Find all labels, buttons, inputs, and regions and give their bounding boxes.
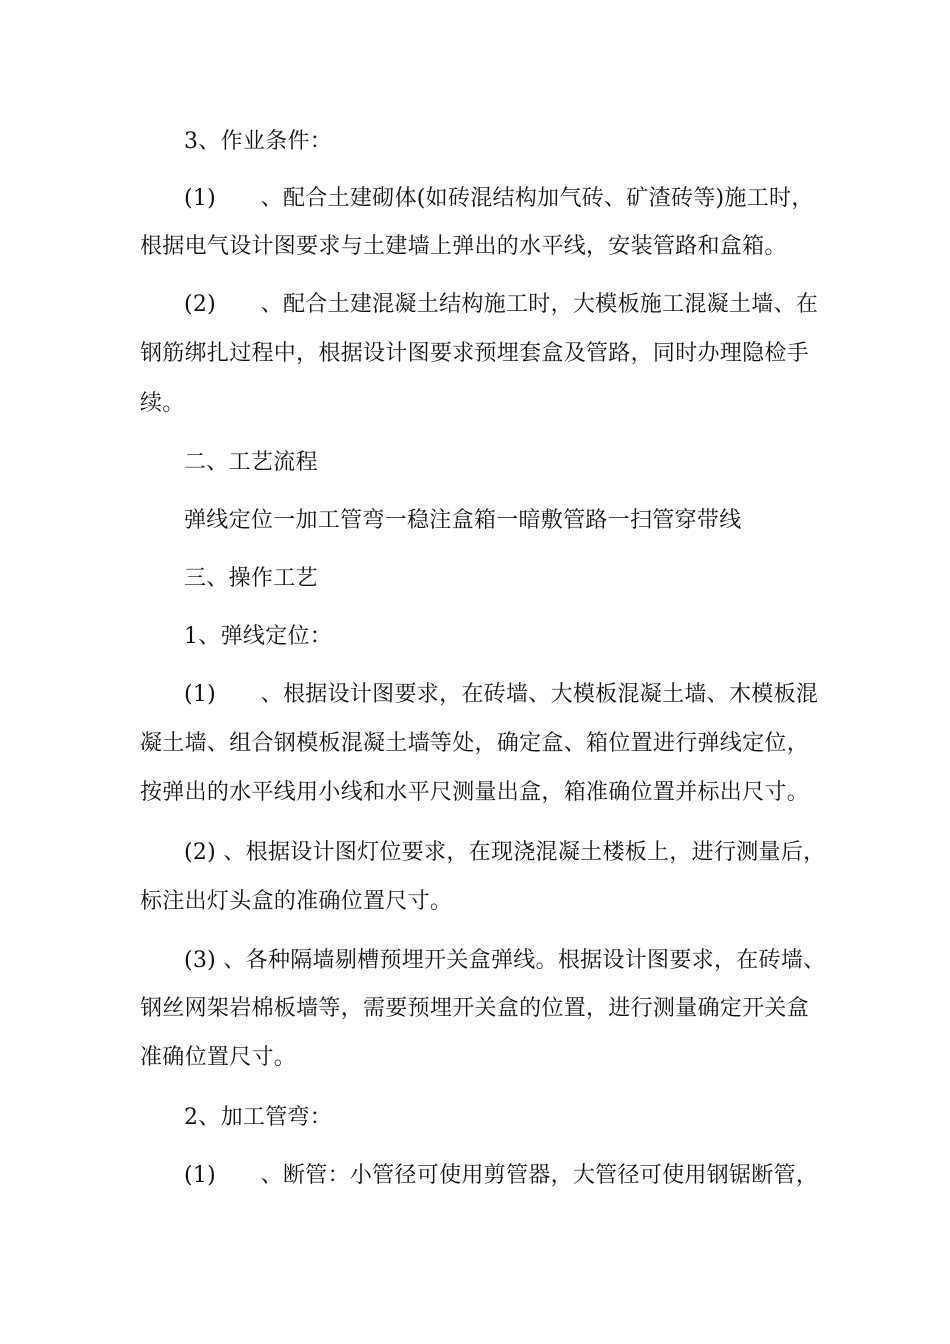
paragraph-line: 钢丝网架岩棉板墙等，需要预埋开关盒的位置，进行测量确定开关盒: [140, 996, 810, 1021]
paragraph-line: 弹线定位一加工管弯一稳注盒箱一暗敷管路一扫管穿带线: [184, 508, 742, 533]
paragraph-line: 根据电气设计图要求与土建墙上弹出的水平线，安装管路和盒箱。: [140, 234, 787, 259]
paragraph-line: (3) 、各种隔墙剔槽预埋开关盒弹线。根据设计图要求，在砖墙、: [184, 948, 826, 973]
paragraph-line: (1) 、断管：小管径可使用剪管器，大管径可使用钢锯断管，: [184, 1163, 819, 1188]
paragraph-line: 续。: [140, 391, 185, 416]
subsection-heading-marking: 1、弹线定位：: [184, 624, 333, 649]
subsection-heading-pipe-bending: 2、加工管弯：: [184, 1105, 333, 1130]
section-heading-operation: 三、操作工艺: [184, 566, 318, 591]
section-heading-work-conditions: 3、作业条件：: [184, 129, 333, 154]
paragraph-line: (2) 、配合土建混凝土结构施工时，大模板施工混凝土墙、在: [184, 292, 819, 317]
paragraph-line: 按弹出的水平线用小线和水平尺测量出盒，箱准确位置并标出尺寸。: [140, 780, 810, 805]
paragraph-line: 标注出灯头盒的准确位置尺寸。: [140, 889, 453, 914]
paragraph-line: 准确位置尺寸。: [140, 1045, 297, 1070]
paragraph-line: (2) 、根据设计图灯位要求，在现浇混凝土楼板上，进行测量后，: [184, 840, 826, 865]
paragraph-line: 凝土墙、组合钢模板混凝土墙等处，确定盒、箱位置进行弹线定位，: [140, 731, 810, 756]
section-heading-process-flow: 二、工艺流程: [184, 450, 318, 475]
paragraph-line: 钢筋绑扎过程中，根据设计图要求预埋套盒及管路，同时办理隐检手: [140, 341, 810, 366]
paragraph-line: (1) 、配合土建砌体(如砖混结构加气砖、矿渣砖等)施工时，: [184, 186, 814, 211]
paragraph-line: (1) 、根据设计图要求，在砖墙、大模板混凝土墙、木模板混: [184, 682, 819, 707]
